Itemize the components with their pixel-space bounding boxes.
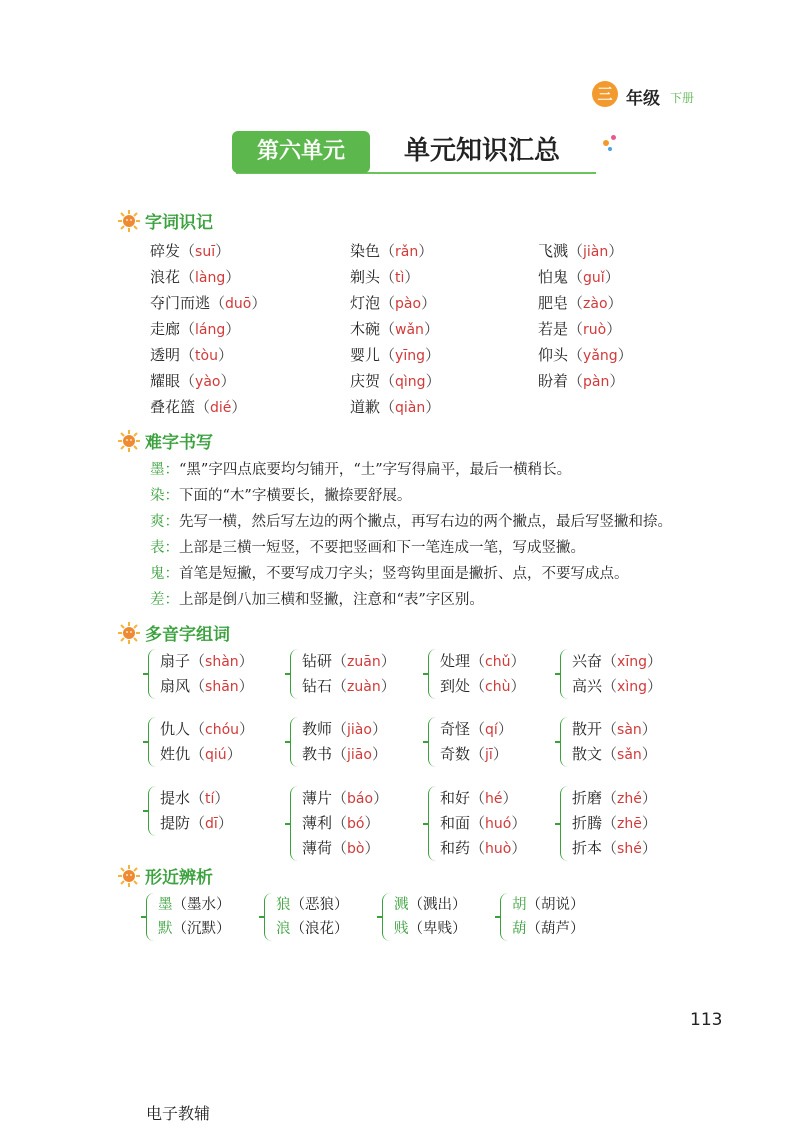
words-column-2 bbox=[350, 238, 441, 420]
polyphone-group bbox=[428, 717, 513, 767]
similar-entry: 默（沉默） bbox=[158, 921, 231, 937]
polyphone-entry: 散文（sǎn） bbox=[572, 745, 657, 763]
word-entry: 夺门而逃（duō） bbox=[150, 294, 267, 312]
words-column-1 bbox=[150, 238, 266, 420]
word-entry: 道歉（qiàn） bbox=[350, 398, 441, 416]
similar-entry: 贱（卑贱） bbox=[394, 921, 467, 937]
word-entry: 若是（ruò） bbox=[538, 320, 622, 338]
word-entry: 肥皂（zào） bbox=[538, 294, 623, 312]
decor-dot-orange bbox=[603, 140, 609, 146]
brace bbox=[560, 649, 570, 699]
word-entry: 木碗（wǎn） bbox=[350, 320, 439, 338]
word-entry: 剃头（tì） bbox=[350, 268, 420, 286]
brace bbox=[148, 717, 158, 767]
tip-line: 墨：“黑”字四点底要均匀铺开，“土”字写得扁平，最后一横稍长。 bbox=[150, 462, 572, 478]
brace bbox=[264, 893, 274, 941]
polyphone-group bbox=[560, 649, 662, 699]
polyphone-entry: 钻石（zuàn） bbox=[302, 677, 396, 695]
volume-label: 下册 bbox=[670, 91, 695, 105]
tip-line: 爽：先写一横，然后写左边的两个撇点，再写右边的两个撇点，最后写竖撇和捺。 bbox=[150, 514, 672, 530]
polyphone-group bbox=[428, 786, 526, 861]
sun-icon bbox=[118, 430, 140, 452]
brace bbox=[382, 893, 392, 941]
brace bbox=[148, 649, 158, 699]
polyphone-entry: 散开（sàn） bbox=[572, 720, 657, 738]
word-entry: 婴儿（yīng） bbox=[350, 346, 440, 364]
polyphone-entry: 教师（jiào） bbox=[302, 720, 387, 738]
polyphone-entry: 薄荷（bò） bbox=[302, 839, 380, 857]
polyphone-entry: 钻研（zuān） bbox=[302, 652, 396, 670]
brace bbox=[146, 893, 156, 941]
word-entry: 飞溅（jiàn） bbox=[538, 242, 624, 260]
similar-group bbox=[500, 893, 585, 941]
section-words-header bbox=[118, 208, 213, 233]
polyphone-group bbox=[560, 717, 657, 767]
polyphone-entry: 奇怪（qí） bbox=[440, 720, 513, 738]
polyphone-entry: 扇风（shān） bbox=[160, 677, 254, 695]
page-title: 单元知识汇总 bbox=[403, 136, 560, 166]
polyphone-entry: 到处（chù） bbox=[440, 677, 526, 695]
similar-entry: 葫（葫芦） bbox=[512, 921, 585, 937]
decor-dot-blue bbox=[608, 147, 612, 151]
polyphone-entry: 薄片（báo） bbox=[302, 789, 389, 807]
word-entry: 灯泡（pào） bbox=[350, 294, 437, 312]
brace bbox=[290, 717, 300, 767]
word-entry: 叠花篮（dié） bbox=[150, 398, 247, 416]
polyphone-entry: 和药（huò） bbox=[440, 839, 527, 857]
sun-icon bbox=[118, 865, 140, 887]
words-column-3 bbox=[538, 238, 633, 394]
polyphone-entry: 仇人（chóu） bbox=[160, 720, 255, 738]
tip-line: 染：下面的“木”字横要长，撇捺要舒展。 bbox=[150, 488, 412, 504]
polyphone-entry: 和面（huó） bbox=[440, 814, 527, 832]
similar-group bbox=[146, 893, 231, 941]
sun-icon bbox=[118, 622, 140, 644]
grade-badge: 三 bbox=[592, 81, 618, 107]
section-writing-header bbox=[118, 428, 213, 453]
brace bbox=[290, 786, 300, 861]
polyphone-entry: 提防（dī） bbox=[160, 814, 233, 832]
sun-icon bbox=[118, 210, 140, 232]
similar-entry: 墨（墨水） bbox=[158, 897, 231, 913]
tip-line: 差：上部是倒八加三横和竖撇，注意和“表”字区别。 bbox=[150, 592, 484, 608]
word-entry: 庆贺（qìng） bbox=[350, 372, 441, 390]
similar-group bbox=[382, 893, 467, 941]
polyphone-entry: 姓仇（qiú） bbox=[160, 745, 242, 763]
polyphone-group bbox=[148, 649, 254, 699]
footer-label: 电子教辅 bbox=[146, 1104, 211, 1123]
polyphone-entry: 折磨（zhé） bbox=[572, 789, 657, 807]
brace bbox=[500, 893, 510, 941]
section-similar-header bbox=[118, 863, 213, 888]
similar-entry: 浪（浪花） bbox=[276, 921, 349, 937]
brace bbox=[428, 649, 438, 699]
similar-entry: 狼（恶狼） bbox=[276, 897, 349, 913]
brace bbox=[148, 786, 158, 836]
polyphone-group bbox=[290, 717, 387, 767]
polyphone-group bbox=[290, 649, 396, 699]
similar-entry: 溅（溅出） bbox=[394, 897, 467, 913]
decor-dot-pink bbox=[611, 135, 616, 140]
writing-tips bbox=[150, 457, 672, 613]
grade-label: 年级 bbox=[626, 89, 660, 109]
brace bbox=[428, 717, 438, 767]
polyphone-entry: 扇子（shàn） bbox=[160, 652, 254, 670]
polyphone-entry: 提水（tí） bbox=[160, 789, 230, 807]
word-entry: 仰头（yǎng） bbox=[538, 346, 633, 364]
section-title: 多音字组词 bbox=[145, 625, 230, 645]
polyphone-group bbox=[148, 786, 233, 836]
word-entry: 耀眼（yào） bbox=[150, 372, 236, 390]
word-entry: 浪花（làng） bbox=[150, 268, 241, 286]
word-entry: 透明（tòu） bbox=[150, 346, 233, 364]
polyphone-group bbox=[560, 786, 657, 861]
tip-line: 表：上部是三横一短竖，不要把竖画和下一笔连成一笔，写成竖撇。 bbox=[150, 540, 585, 556]
section-title: 形近辨析 bbox=[145, 868, 213, 888]
polyphone-entry: 折腾（zhē） bbox=[572, 814, 657, 832]
section-polyphone-header bbox=[118, 620, 230, 645]
brace bbox=[290, 649, 300, 699]
polyphone-entry: 兴奋（xīng） bbox=[572, 652, 662, 670]
tip-line: 鬼：首笔是短撇，不要写成刀字头；竖弯钩里面是撇折、点，不要写成点。 bbox=[150, 566, 629, 582]
page-number: 113 bbox=[690, 1010, 723, 1030]
word-entry: 碎发（suī） bbox=[150, 242, 231, 260]
polyphone-entry: 处理（chǔ） bbox=[440, 652, 526, 670]
polyphone-entry: 高兴（xìng） bbox=[572, 677, 662, 695]
section-title: 字词识记 bbox=[145, 213, 213, 233]
polyphone-group bbox=[290, 786, 388, 861]
unit-tag: 第六单元 bbox=[232, 131, 370, 173]
brace bbox=[560, 717, 570, 767]
word-entry: 盼着（pàn） bbox=[538, 372, 625, 390]
brace bbox=[428, 786, 438, 861]
polyphone-entry: 薄利（bó） bbox=[302, 814, 380, 832]
polyphone-entry: 奇数（jī） bbox=[440, 745, 508, 763]
polyphone-group bbox=[428, 649, 526, 699]
word-entry: 走廊（láng） bbox=[150, 320, 241, 338]
polyphone-group bbox=[148, 717, 254, 767]
word-entry: 怕鬼（guǐ） bbox=[538, 268, 620, 286]
brace bbox=[560, 786, 570, 861]
similar-entry: 胡（胡说） bbox=[512, 897, 585, 913]
polyphone-entry: 和好（hé） bbox=[440, 789, 518, 807]
word-entry: 染色（rǎn） bbox=[350, 242, 434, 260]
polyphone-entry: 折本（shé） bbox=[572, 839, 657, 857]
polyphone-entry: 教书（jiāo） bbox=[302, 745, 387, 763]
section-title: 难字书写 bbox=[145, 433, 213, 453]
similar-group bbox=[264, 893, 349, 941]
